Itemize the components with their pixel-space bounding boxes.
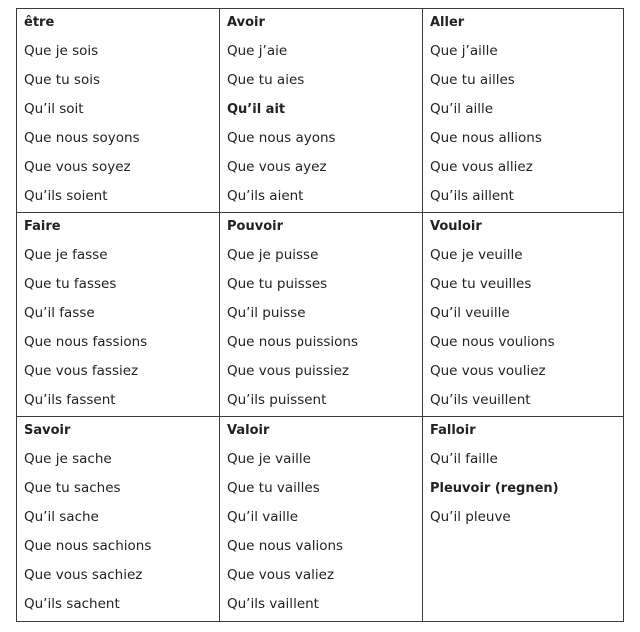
conjugation-line: Que nous soyons (24, 130, 140, 146)
conjugation-line: Qu’il fasse (24, 305, 95, 321)
table-cell-etre (17, 9, 220, 213)
conjugation-line: Que je veuille (430, 247, 523, 263)
verb-heading: Savoir (24, 423, 71, 438)
conjugation-line: Que nous ayons (227, 130, 336, 146)
conjugation-line: Qu’ils fassent (24, 392, 116, 408)
conjugation-line: Que tu fasses (24, 276, 117, 292)
verb-heading: Vouloir (430, 219, 482, 234)
conjugation-line: Qu’il faille (430, 451, 498, 467)
conjugation-line: Que nous fassions (24, 334, 148, 350)
conjugation-line: Que tu veuilles (430, 276, 532, 292)
verb-heading: Faire (24, 219, 61, 234)
conjugation-line: Que nous sachions (24, 538, 152, 554)
conjugation-line: Que tu ailles (430, 72, 515, 88)
conjugation-line: Qu’ils vaillent (227, 596, 319, 612)
table-cell-vouloir (423, 213, 623, 417)
conjugation-line: Que tu sois (24, 72, 100, 88)
conjugation-line: Que vous sachiez (24, 567, 143, 583)
conjugation-line: Qu’il sache (24, 509, 99, 525)
conjugation-line: Que je sois (24, 43, 99, 59)
conjugation-line: Que tu saches (24, 480, 121, 496)
conjugation-line: Qu’il veuille (430, 305, 510, 321)
conjugation-line: Qu’ils aillent (430, 188, 514, 204)
verb-heading: Valoir (227, 423, 270, 438)
conjugation-line: Que vous fassiez (24, 363, 139, 379)
conjugation-line: Qu’il pleuve (430, 509, 511, 525)
conjugation-line: Qu’il aille (430, 101, 494, 117)
conjugation-line: Que j’aie (227, 43, 288, 59)
conjugation-line: Que vous ayez (227, 159, 327, 175)
conjugation-line: Que nous puissions (227, 334, 359, 350)
table-cell-valoir (220, 417, 423, 621)
conjugation-line: Qu’il soit (24, 101, 84, 117)
conjugation-line: Qu’ils puissent (227, 392, 327, 408)
conjugation-table (16, 8, 624, 622)
conjugation-line: Que tu aies (227, 72, 305, 88)
conjugation-line: Que j’aille (430, 43, 498, 59)
table-cell-falloir (423, 417, 623, 621)
verb-heading: Aller (430, 15, 465, 30)
conjugation-line-highlighted: Qu’il ait (227, 102, 286, 117)
conjugation-line: Que je fasse (24, 247, 108, 263)
conjugation-line: Que vous vouliez (430, 363, 546, 379)
conjugation-line: Que nous valions (227, 538, 344, 554)
verb-heading: Avoir (227, 15, 265, 30)
verb-heading: Falloir (430, 423, 476, 438)
conjugation-line: Que vous soyez (24, 159, 131, 175)
table-cell-pouvoir (220, 213, 423, 417)
conjugation-line: Qu’ils soient (24, 188, 108, 204)
conjugation-line: Que tu puisses (227, 276, 328, 292)
conjugation-line: Qu’ils sachent (24, 596, 120, 612)
conjugation-line: Qu’ils aient (227, 188, 304, 204)
conjugation-line: Que nous allions (430, 130, 542, 146)
conjugation-line: Que je sache (24, 451, 112, 467)
conjugation-line: Que vous puissiez (227, 363, 349, 379)
conjugation-line: Qu’ils veuillent (430, 392, 531, 408)
conjugation-line: Que vous valiez (227, 567, 335, 583)
table-cell-faire (17, 213, 220, 417)
conjugation-line: Que nous voulions (430, 334, 555, 350)
conjugation-line: Que tu vailles (227, 480, 320, 496)
table-cell-aller (423, 9, 623, 213)
table-cell-savoir (17, 417, 220, 621)
conjugation-line: Qu’il puisse (227, 305, 306, 321)
conjugation-line: Qu’il vaille (227, 509, 299, 525)
verb-heading-pleuvoir: Pleuvoir (regnen) (430, 481, 559, 496)
table-cell-avoir (220, 9, 423, 213)
verb-heading: être (24, 15, 55, 30)
conjugation-line: Que vous alliez (430, 159, 533, 175)
verb-heading: Pouvoir (227, 219, 283, 234)
conjugation-line: Que je puisse (227, 247, 319, 263)
conjugation-line: Que je vaille (227, 451, 311, 467)
